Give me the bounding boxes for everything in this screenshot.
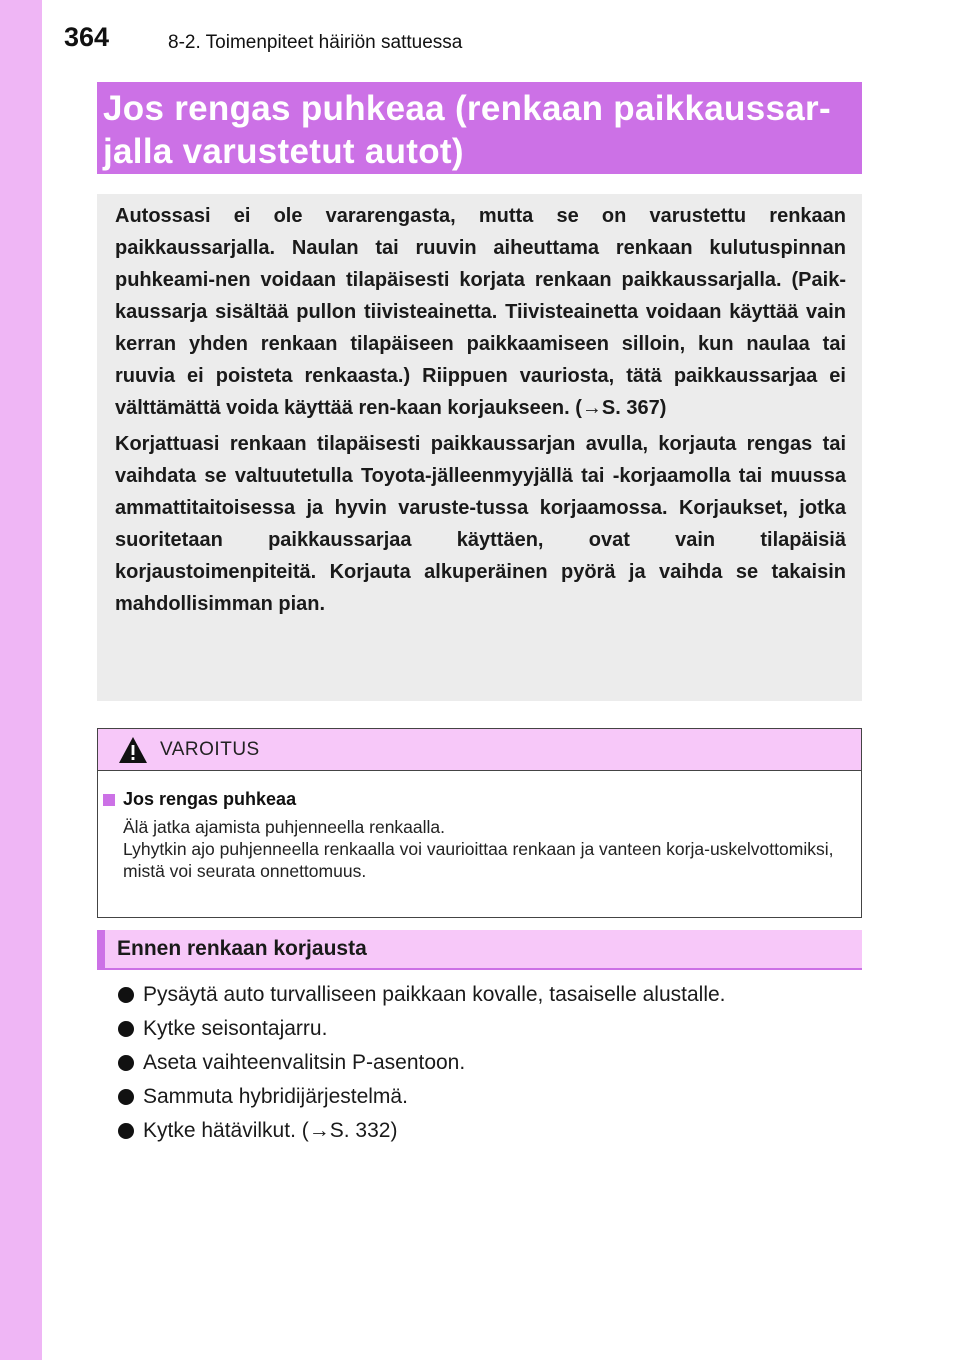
bullet-dot-icon xyxy=(118,1123,134,1139)
intro-paragraph-2: Korjattuasi renkaan tilapäisesti paikkaussarjan avulla, korjauta rengas tai vaihdata se valtuutetulla Toyota-jälleenmyyjällä tai -korjaamolla tai muussa ammattitaitoisessa ja hyvin varuste-tussa korjaamossa. Korjaukset, jotka suoritetaan paikkaussarjaa käyttäen, ovat vain tilapäisiä korjaustoimenpiteitä. Korjauta alkuperäinen pyörä ja vaihda se takaisin mahdollisimman pian. xyxy=(115,433,846,615)
warning-subheading-text: Jos rengas puhkeaa xyxy=(123,789,297,809)
warning-text xyxy=(123,816,847,882)
warning-text-line-2: Lyhytkin ajo puhjenneella renkaalla voi vaurioittaa renkaan ja vanteen korja-uskelvottomiksi, mistä voi seurata onnettomuus. xyxy=(123,839,834,881)
warning-triangle-icon xyxy=(118,736,148,764)
section-heading-text: Ennen renkaan korjausta xyxy=(117,937,367,960)
list-item xyxy=(118,1114,726,1148)
warning-text-line-1: Älä jatka ajamista puhjenneella renkaalla. xyxy=(123,817,446,837)
warning-header xyxy=(98,729,861,771)
list-item-text: Pysäytä auto turvalliseen paikkaan kovalle, tasaiselle alustalle. xyxy=(143,983,726,1006)
bullet-dot-icon xyxy=(118,1055,134,1071)
list-item-text: Kytke hätävilkut. (→S. 332) xyxy=(143,1119,398,1142)
list-item xyxy=(118,978,726,1012)
list-item xyxy=(118,1080,726,1114)
title-banner xyxy=(97,82,862,174)
page-title-line-2: jalla varustetut autot) xyxy=(103,132,464,171)
square-bullet-icon xyxy=(103,794,115,806)
list-item-text: Sammuta hybridijärjestelmä. xyxy=(143,1085,408,1108)
intro-paragraph-1: Autossasi ei ole vararengasta, mutta se on varustettu renkaan paikkaussarjalla. Naulan tai ruuvin aiheuttama renkaan kulutuspinnan puhkeami-nen voidaan tilapäisesti korjata renkaan paikkaussarjalla. (Paik-kaussarja sisältää pullon tiivisteainetta. Tiivisteainetta voidaan käyttää vain kerran yhden renkaan tilapäiseen paikkaamiseen silloin, kun naulaa tai ruuvia ei poisteta renkaasta.) Riippuen vauriosta, tätä paikkaussarjaa ei välttämättä voida käyttää ren-kaan korjaukseen. (→S. 367) xyxy=(115,205,846,419)
bullet-dot-icon xyxy=(118,1089,134,1105)
section-breadcrumb: 8-2. Toimenpiteet häiriön sattuessa xyxy=(168,32,463,53)
list-item xyxy=(118,1012,726,1046)
warning-subheading xyxy=(103,789,847,810)
page-title-line-1: Jos rengas puhkeaa (renkaan paikkaussar- xyxy=(103,89,831,128)
warning-title: VAROITUS xyxy=(160,738,260,760)
side-strip xyxy=(0,0,42,1360)
list-item-text: Aseta vaihteenvalitsin P-asentoon. xyxy=(143,1051,466,1074)
warning-body xyxy=(98,771,861,882)
list-item xyxy=(118,1046,726,1080)
list-item-text: Kytke seisontajarru. xyxy=(143,1017,328,1040)
intro-box xyxy=(97,194,862,701)
bullet-dot-icon xyxy=(118,987,134,1003)
bullet-dot-icon xyxy=(118,1021,134,1037)
section-heading xyxy=(97,930,862,970)
page-number: 364 xyxy=(64,22,110,52)
bullet-list xyxy=(118,978,726,1148)
warning-box xyxy=(97,728,862,918)
